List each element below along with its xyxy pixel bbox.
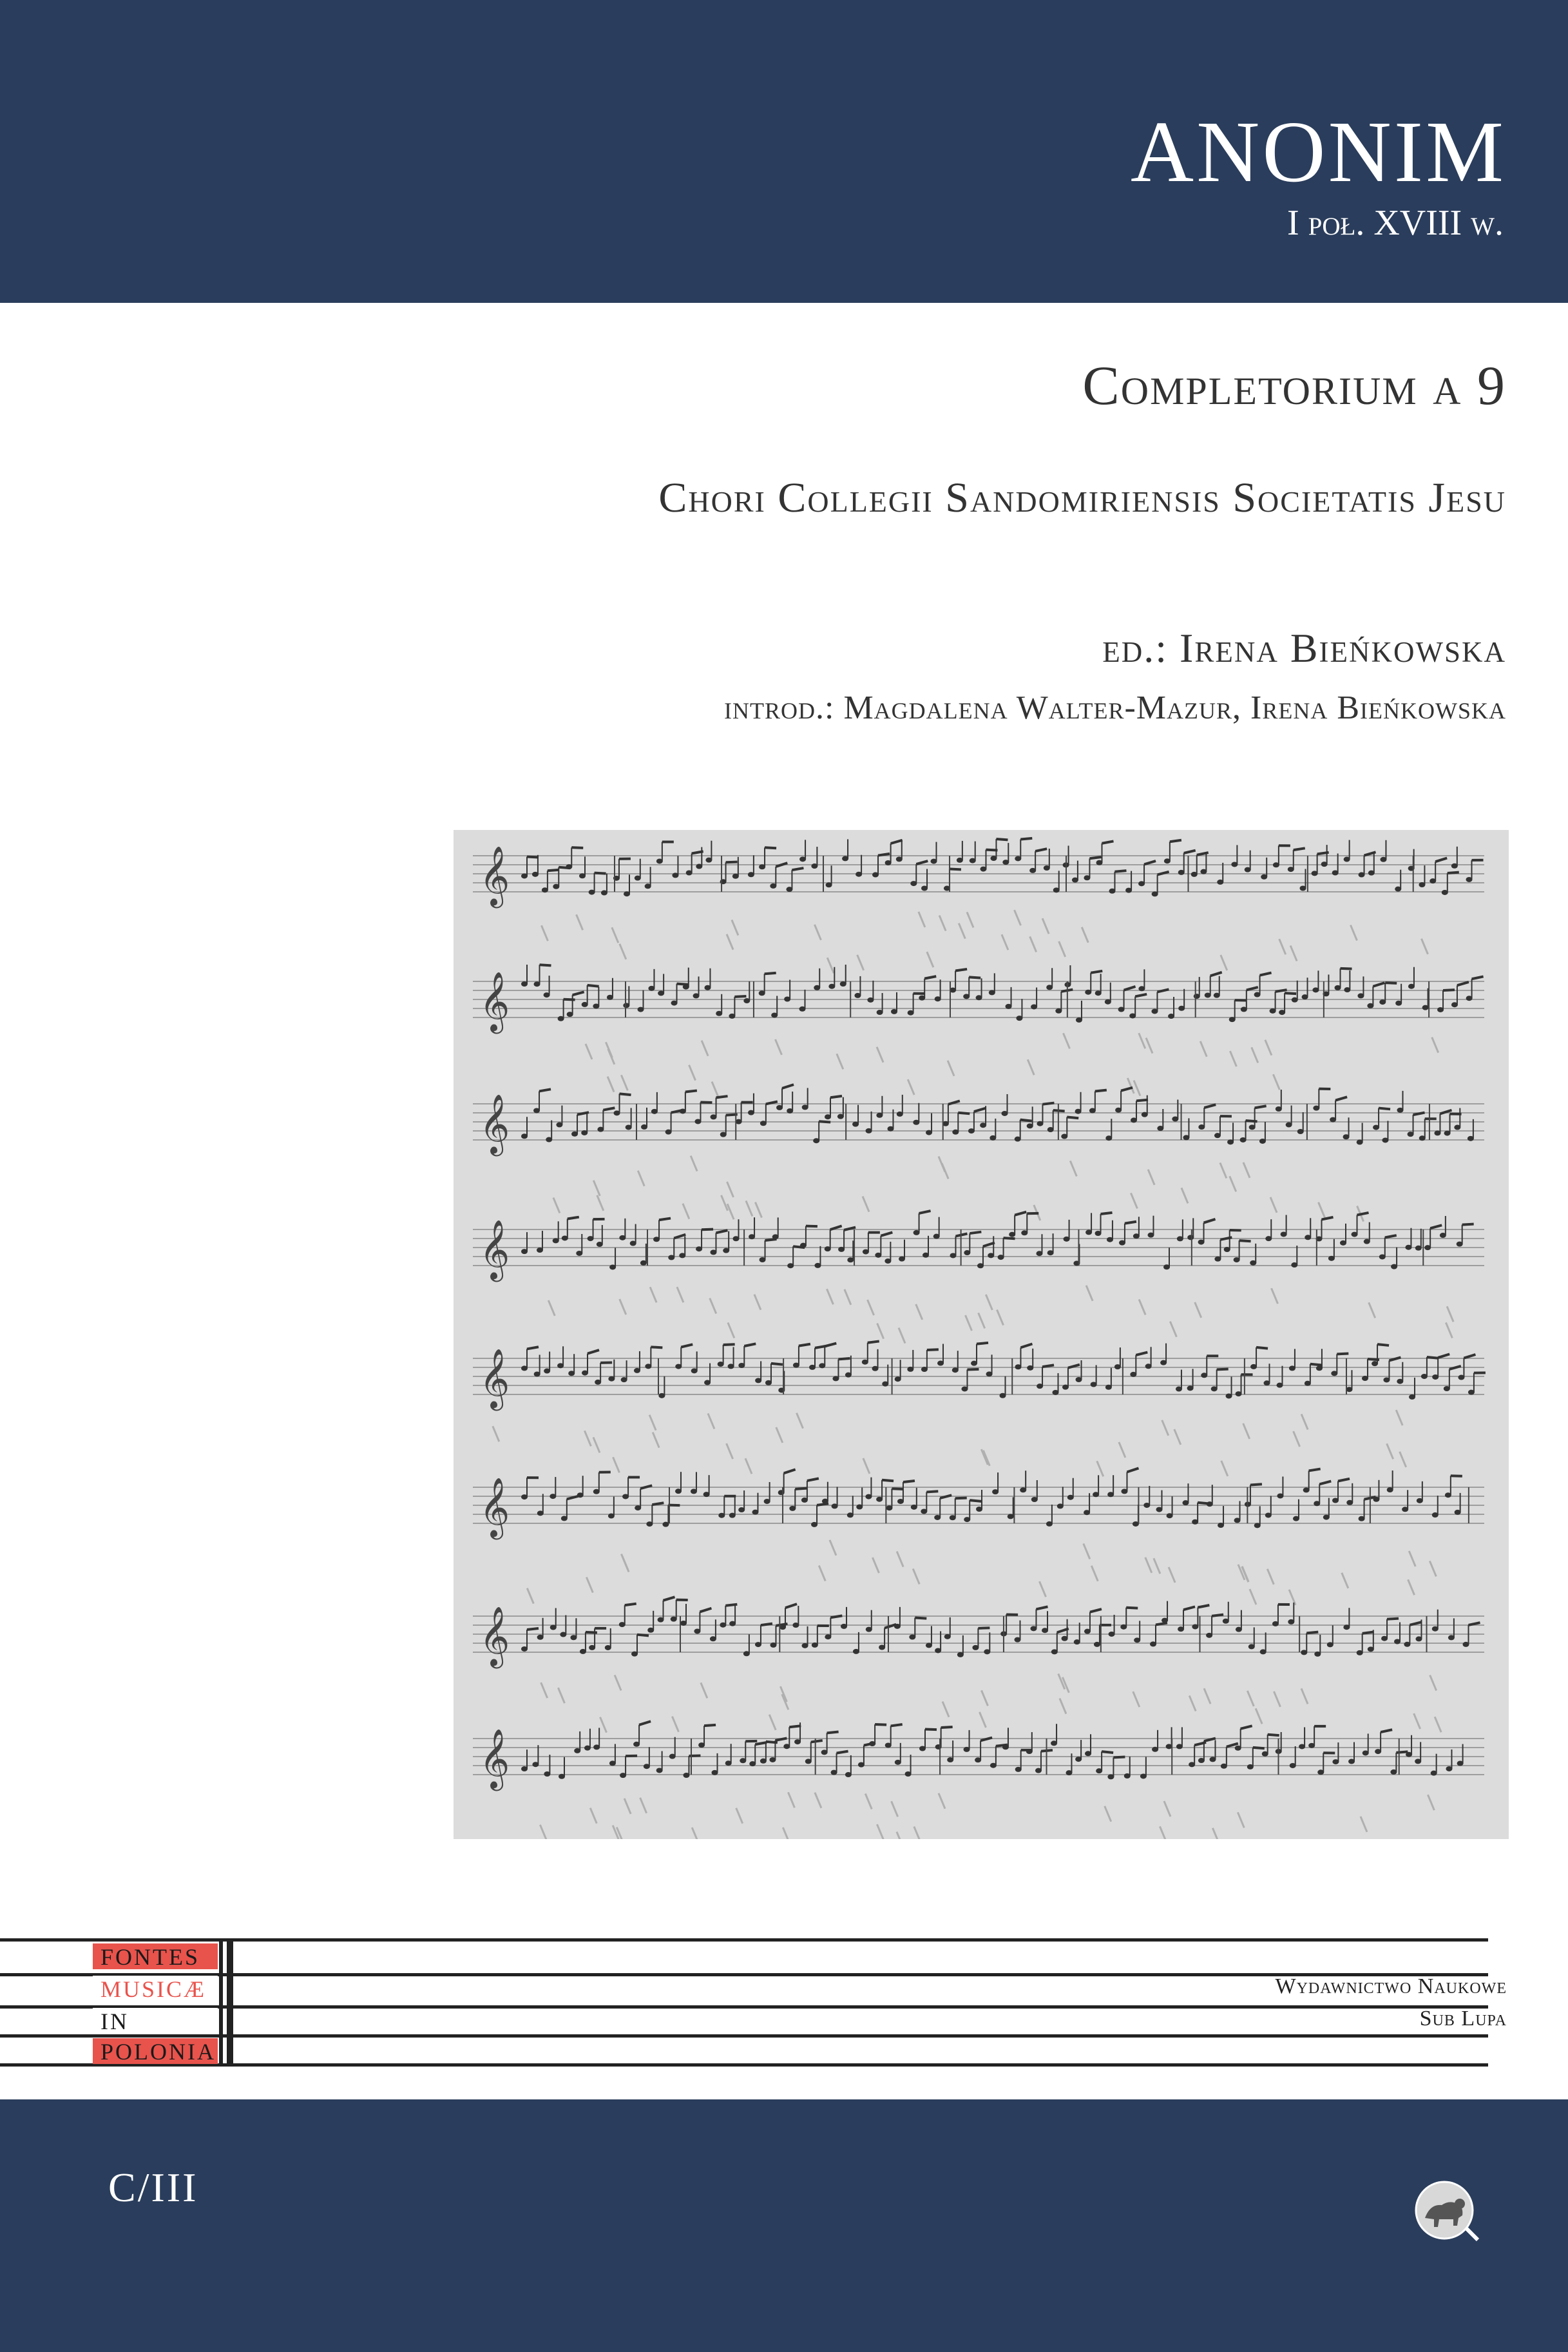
series-number: C/III: [108, 2164, 198, 2210]
editor-credit: ed.: Irena Bieńkowska: [1102, 625, 1506, 671]
publisher-logo-icon: [1411, 2175, 1482, 2246]
publisher-name: Wydawnictwo Naukowe: [1275, 1974, 1507, 1998]
manuscript-staff: [473, 838, 1484, 973]
publisher-imprint: Sub Lupa: [1419, 2007, 1507, 2030]
svg-text:𝄞: 𝄞: [479, 1348, 510, 1408]
stave-barline-thick: [227, 1938, 233, 2067]
series-label-polonia: POLONIA: [93, 2038, 218, 2064]
stave-line: [0, 1938, 1488, 1942]
stave-barline: [219, 1938, 223, 2067]
author-name: ANONIM: [1130, 104, 1506, 200]
manuscript-image: [454, 830, 1509, 1839]
manuscript-staff: [473, 1341, 1486, 1476]
series-stave: [0, 1938, 1568, 2067]
svg-text:𝄞: 𝄞: [479, 1728, 510, 1788]
author-era: I poł. XVIII w.: [1287, 203, 1504, 243]
manuscript-staff: [473, 1084, 1484, 1221]
svg-text:𝄞: 𝄞: [479, 1094, 510, 1153]
manuscript-staff: [473, 1211, 1484, 1344]
stave-line: [0, 2034, 1488, 2038]
series-label-fontes: FONTES: [93, 1943, 218, 1969]
bottom-band: [0, 2099, 1568, 2352]
series-label-musicae: MUSICÆ: [93, 1976, 218, 2001]
svg-text:𝄞: 𝄞: [479, 1219, 510, 1279]
svg-text:𝄞: 𝄞: [479, 1606, 510, 1666]
manuscript-staff: [473, 1597, 1484, 1732]
manuscript-staff: [473, 965, 1484, 1097]
svg-text:𝄞: 𝄞: [479, 845, 510, 905]
work-title: Completorium a 9: [1082, 354, 1506, 416]
stave-line: [0, 2063, 1488, 2067]
series-label-in: IN: [93, 2008, 218, 2032]
svg-text:𝄞: 𝄞: [479, 971, 510, 1031]
manuscript-staff: [473, 1721, 1484, 1839]
manuscript-staff: [473, 1468, 1484, 1605]
svg-text:𝄞: 𝄞: [479, 1477, 510, 1537]
introduction-credit: introd.: Magdalena Walter-Mazur, Irena Bieńkowska: [724, 689, 1506, 726]
work-subtitle: Chori Collegii Sandomiriensis Societatis Jesu: [658, 474, 1506, 521]
